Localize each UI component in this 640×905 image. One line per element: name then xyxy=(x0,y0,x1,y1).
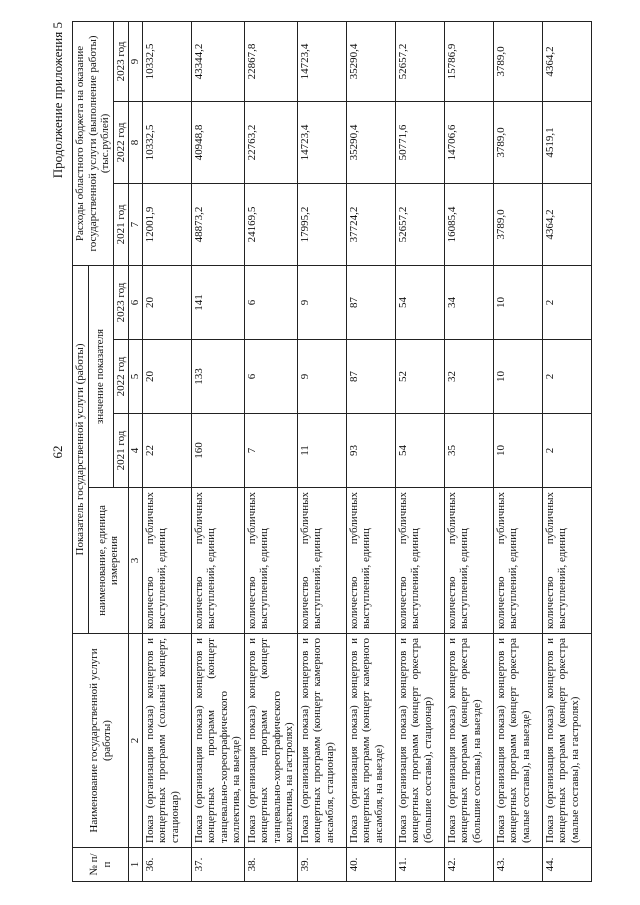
expense-2023: 15786,9 xyxy=(444,21,493,101)
page-number: 62 xyxy=(50,445,65,459)
table-row xyxy=(297,21,346,881)
expense-2022: 14706,6 xyxy=(444,101,493,183)
indicator-value-2022: 87 xyxy=(346,340,395,414)
expense-2023: 43344,2 xyxy=(191,21,244,101)
expense-2023: 14723,4 xyxy=(297,21,346,101)
header-service-name: Наименование государственной услуги (работы) xyxy=(73,634,129,848)
indicator-value-2022: 52 xyxy=(395,340,444,414)
indicator-name-unit: количество публичных выступлений, единиц xyxy=(542,488,591,634)
service-name: Показ (организация показа) концертов и концертных программ (концерт камерного ансамбля, стационар) xyxy=(297,634,346,848)
service-name: Показ (организация показа) концертов и концертных программ (концерт оркестра (малые составы), на гастролях) xyxy=(542,634,591,848)
column-index: 8 xyxy=(129,101,143,183)
expense-2021: 24169,5 xyxy=(244,183,297,265)
indicator-value-2022: 9 xyxy=(297,340,346,414)
table-row xyxy=(142,21,191,881)
indicator-value-2021: 35 xyxy=(444,414,493,488)
service-name: Показ (организация показа) концертов и концертных программ (сольный концерт, стационар) xyxy=(142,634,191,848)
column-index: 2 xyxy=(129,634,143,848)
services-table xyxy=(72,21,592,882)
indicator-value-2022: 2 xyxy=(542,340,591,414)
indicator-value-2023: 141 xyxy=(191,265,244,339)
indicator-value-2022: 133 xyxy=(191,340,244,414)
row-number: 36. xyxy=(142,848,191,882)
indicator-value-2021: 2 xyxy=(542,414,591,488)
row-number: 43. xyxy=(493,848,542,882)
header-indicator-group: Показатель государственной услуги (работы) xyxy=(73,265,89,633)
expense-2021: 17995,2 xyxy=(297,183,346,265)
indicator-value-2021: 160 xyxy=(191,414,244,488)
indicator-name-unit: количество публичных выступлений, единиц xyxy=(244,488,297,634)
expense-2023: 10332,5 xyxy=(142,21,191,101)
indicator-value-2023: 87 xyxy=(346,265,395,339)
indicator-value-2023: 34 xyxy=(444,265,493,339)
column-index: 5 xyxy=(129,340,143,414)
expense-2022: 14723,4 xyxy=(297,101,346,183)
expense-2023: 4364,2 xyxy=(542,21,591,101)
expense-2021: 3789,0 xyxy=(493,183,542,265)
expense-2023: 22867,8 xyxy=(244,21,297,101)
header-year: 2022 год xyxy=(113,101,129,183)
indicator-value-2022: 10 xyxy=(493,340,542,414)
table-row xyxy=(542,21,591,881)
column-index: 3 xyxy=(129,488,143,634)
indicator-value-2021: 93 xyxy=(346,414,395,488)
expense-2022: 4519,1 xyxy=(542,101,591,183)
service-name: Показ (организация показа) концертов и концертных программ (концерт камерного ансамбля, на выезде) xyxy=(346,634,395,848)
indicator-name-unit: количество публичных выступлений, единиц xyxy=(444,488,493,634)
expense-2023: 35290,4 xyxy=(346,21,395,101)
indicator-value-2023: 54 xyxy=(395,265,444,339)
column-index: 9 xyxy=(129,21,143,101)
header-indicator-name-unit: наименование, единица измерения xyxy=(88,488,129,634)
table-row xyxy=(444,21,493,881)
table-row xyxy=(346,21,395,881)
service-name: Показ (организация показа) концертов и концертных программ (концерт оркестра (большие составы), на выезде) xyxy=(444,634,493,848)
expense-2023: 3789,0 xyxy=(493,21,542,101)
service-name: Показ (организация показа) концертов и концертных программ (концерт оркестра (большие составы), стационар) xyxy=(395,634,444,848)
column-index: 1 xyxy=(129,848,143,882)
table-row xyxy=(395,21,444,881)
table-row xyxy=(493,21,542,881)
expense-2021: 52657,2 xyxy=(395,183,444,265)
indicator-value-2021: 22 xyxy=(142,414,191,488)
expense-2021: 16085,4 xyxy=(444,183,493,265)
service-name: Показ (организация показа) концертов и концертных программ (концерт танцевально-хореографического коллектива, на гастролях) xyxy=(244,634,297,848)
expense-2022: 35290,4 xyxy=(346,101,395,183)
indicator-value-2021: 11 xyxy=(297,414,346,488)
column-index: 6 xyxy=(129,265,143,339)
indicator-value-2023: 10 xyxy=(493,265,542,339)
expense-2021: 12001,9 xyxy=(142,183,191,265)
header-year: 2023 год xyxy=(113,21,129,101)
indicator-value-2023: 20 xyxy=(142,265,191,339)
indicator-name-unit: количество публичных выступлений, единиц xyxy=(297,488,346,634)
indicator-name-unit: количество публичных выступлений, единиц xyxy=(191,488,244,634)
expense-2023: 52657,2 xyxy=(395,21,444,101)
expense-2022: 22763,2 xyxy=(244,101,297,183)
header-expense-group: Расходы областного бюджета на оказание государственной услуги (выполнение работы) (тыс.рублей) xyxy=(73,21,114,265)
row-number: 37. xyxy=(191,848,244,882)
indicator-value-2021: 7 xyxy=(244,414,297,488)
service-name: Показ (организация показа) концертов и концертных программ (концерт оркестра (малые составы), на выезде) xyxy=(493,634,542,848)
row-number: 41. xyxy=(395,848,444,882)
indicator-name-unit: количество публичных выступлений, единиц xyxy=(493,488,542,634)
indicator-value-2022: 32 xyxy=(444,340,493,414)
service-name: Показ (организация показа) концертов и концертных программ (концерт танцевально-хореографического коллектива, на выезде) xyxy=(191,634,244,848)
indicator-name-unit: количество публичных выступлений, единиц xyxy=(346,488,395,634)
indicator-value-2021: 10 xyxy=(493,414,542,488)
header-indicator-value: значение показателя xyxy=(88,265,113,487)
expense-2021: 48873,2 xyxy=(191,183,244,265)
indicator-name-unit: количество публичных выступлений, единиц xyxy=(142,488,191,634)
expense-2022: 50771,6 xyxy=(395,101,444,183)
row-number: 39. xyxy=(297,848,346,882)
indicator-value-2023: 2 xyxy=(542,265,591,339)
indicator-name-unit: количество публичных выступлений, единиц xyxy=(395,488,444,634)
expense-2022: 40948,8 xyxy=(191,101,244,183)
row-number: 38. xyxy=(244,848,297,882)
header-year: 2021 год xyxy=(113,183,129,265)
indicator-value-2022: 20 xyxy=(142,340,191,414)
column-index: 4 xyxy=(129,414,143,488)
indicator-value-2022: 6 xyxy=(244,340,297,414)
table-row xyxy=(191,21,244,881)
expense-2022: 3789,0 xyxy=(493,101,542,183)
row-number: 40. xyxy=(346,848,395,882)
header-year: 2022 год xyxy=(113,340,129,414)
expense-2021: 37724,2 xyxy=(346,183,395,265)
column-index: 7 xyxy=(129,183,143,265)
expense-2022: 10332,5 xyxy=(142,101,191,183)
indicator-value-2023: 6 xyxy=(244,265,297,339)
expense-2021: 4364,2 xyxy=(542,183,591,265)
header-year: 2023 год xyxy=(113,265,129,339)
indicator-value-2023: 9 xyxy=(297,265,346,339)
row-number: 42. xyxy=(444,848,493,882)
table-row xyxy=(244,21,297,881)
row-number: 44. xyxy=(542,848,591,882)
appendix-continuation-label: Продолжение приложения 5 xyxy=(50,22,65,179)
indicator-value-2021: 54 xyxy=(395,414,444,488)
rotated-landscape-content xyxy=(50,22,590,882)
header-year: 2021 год xyxy=(113,414,129,488)
header-number: № п/п xyxy=(73,848,129,882)
